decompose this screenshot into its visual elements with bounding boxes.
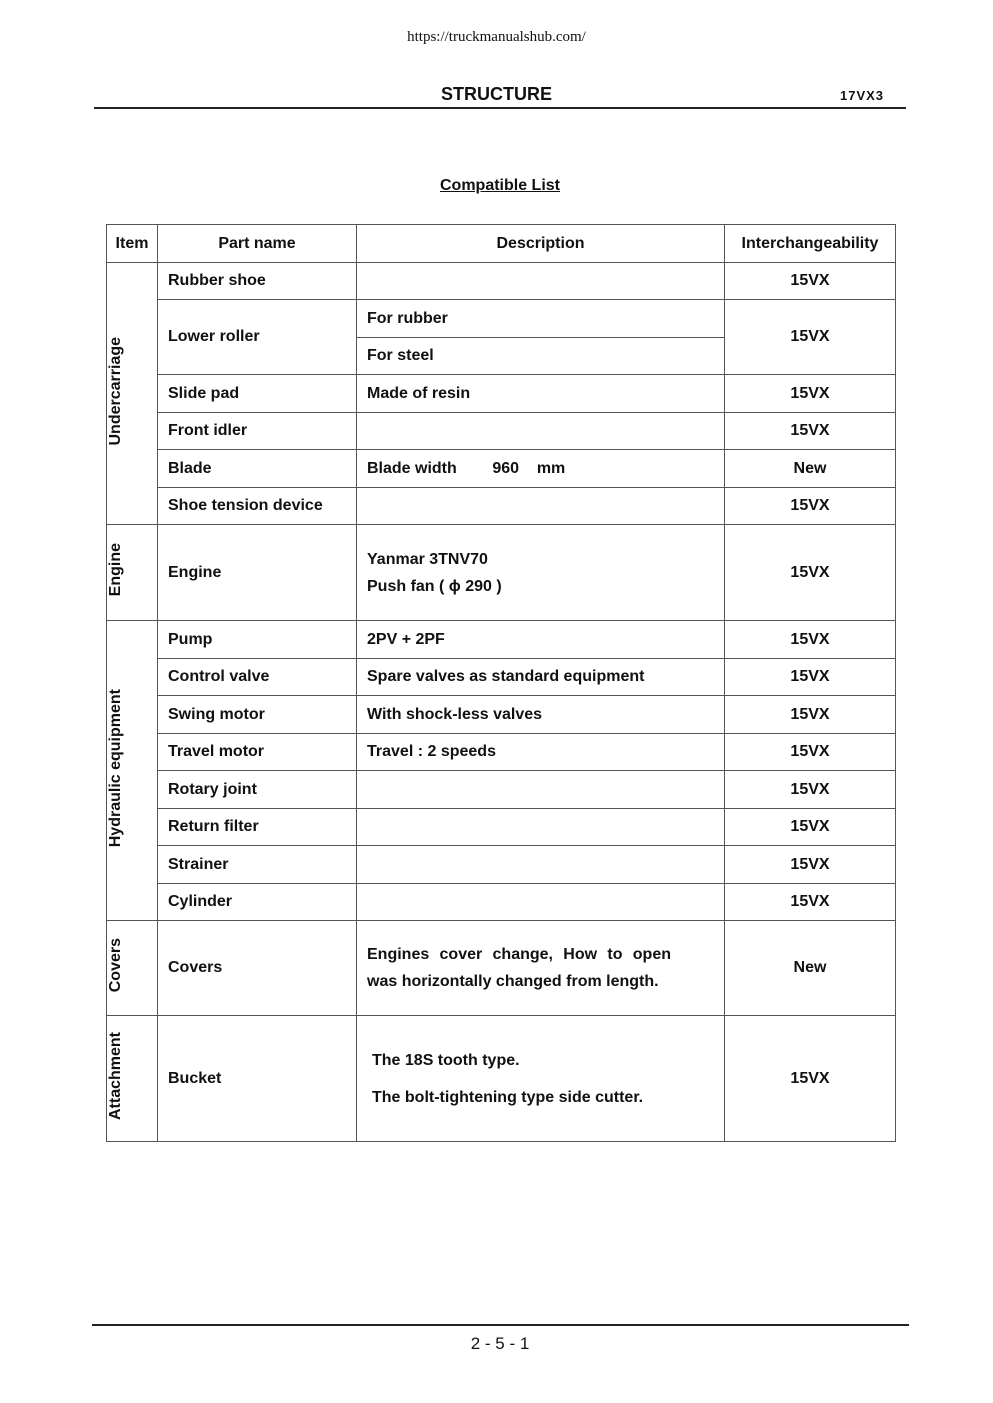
interchangeability-cell: 15VX xyxy=(725,413,896,450)
interchangeability-cell: 15VX xyxy=(725,488,896,525)
category-attachment xyxy=(107,1016,158,1142)
part-cell: Front idler xyxy=(158,413,357,450)
header-description: Description xyxy=(357,225,725,263)
source-url: https://truckmanualshub.com/ xyxy=(407,29,586,45)
part-cell: Bucket xyxy=(158,1016,357,1142)
description-cell xyxy=(357,1016,725,1142)
table-row xyxy=(107,525,896,621)
description-cell: Spare valves as standard equipment xyxy=(357,659,725,696)
description-line: was horizontally changed from length. xyxy=(367,973,659,990)
description-cell: For rubber xyxy=(357,300,725,338)
description-line: The bolt-tightening type side cutter. xyxy=(372,1088,644,1106)
description-line: Push fan ( ϕ 290 ) xyxy=(367,577,502,595)
table-row xyxy=(107,621,896,659)
description-cell xyxy=(357,846,725,884)
table-row xyxy=(107,771,896,809)
part-cell: Blade xyxy=(158,450,357,488)
description-cell: With shock-less valves xyxy=(357,696,725,734)
description-cell xyxy=(357,525,725,621)
interchangeability-cell: 15VX xyxy=(725,659,896,696)
description-line: Engines cover change, How to open xyxy=(367,946,671,963)
part-cell: Rotary joint xyxy=(158,771,357,809)
interchangeability-cell: 15VX xyxy=(725,263,896,300)
part-cell: Control valve xyxy=(158,659,357,696)
table-row xyxy=(107,413,896,450)
footer-rule xyxy=(92,1324,909,1326)
description-cell xyxy=(357,921,725,1016)
part-cell: Engine xyxy=(158,525,357,621)
table-row xyxy=(107,488,896,525)
description-cell: Blade width 960 mm xyxy=(357,450,725,488)
table-row xyxy=(107,846,896,884)
table-row xyxy=(107,263,896,300)
table-row xyxy=(107,884,896,921)
interchangeability-cell: 15VX xyxy=(725,734,896,771)
table-row xyxy=(107,734,896,771)
description-cell: Made of resin xyxy=(357,375,725,413)
header-item: Item xyxy=(107,225,158,263)
part-cell: Travel motor xyxy=(158,734,357,771)
table-row xyxy=(107,450,896,488)
interchangeability-cell: 15VX xyxy=(725,696,896,734)
part-cell: Slide pad xyxy=(158,375,357,413)
page-number: 2 - 5 - 1 xyxy=(470,1334,530,1353)
header-rule xyxy=(94,107,906,109)
description-line: The 18S tooth type. xyxy=(372,1051,520,1069)
part-cell: Swing motor xyxy=(158,696,357,734)
category-undercarriage xyxy=(107,263,158,525)
description-cell xyxy=(357,413,725,450)
interchangeability-cell: 15VX xyxy=(725,884,896,921)
compatible-list-table xyxy=(106,224,896,1142)
category-engine xyxy=(107,525,158,621)
description-cell xyxy=(357,263,725,300)
interchangeability-cell: 15VX xyxy=(725,375,896,413)
category-label: Attachment xyxy=(107,1031,124,1120)
part-cell: Lower roller xyxy=(158,300,357,375)
description-cell: For steel xyxy=(357,338,725,375)
model-code: 17VX3 xyxy=(840,88,885,103)
interchangeability-cell: 15VX xyxy=(725,525,896,621)
header-interchangeability: Interchangeability xyxy=(725,225,896,263)
part-cell: Covers xyxy=(158,921,357,1016)
table-row xyxy=(107,696,896,734)
interchangeability-cell: New xyxy=(725,450,896,488)
description-cell xyxy=(357,771,725,809)
interchangeability-cell: 15VX xyxy=(725,1016,896,1142)
category-label: Covers xyxy=(107,938,124,993)
table-row xyxy=(107,659,896,696)
interchangeability-cell: 15VX xyxy=(725,809,896,846)
interchangeability-cell: 15VX xyxy=(725,771,896,809)
table-row xyxy=(107,809,896,846)
category-label: Hydraulic equipment xyxy=(107,688,124,848)
part-cell: Strainer xyxy=(158,846,357,884)
category-label: Engine xyxy=(107,543,124,597)
table-header-row xyxy=(107,225,896,263)
header-part-name: Part name xyxy=(158,225,357,263)
section-title: STRUCTURE xyxy=(441,84,552,104)
table-row xyxy=(107,1016,896,1142)
part-cell: Shoe tension device xyxy=(158,488,357,525)
description-cell xyxy=(357,809,725,846)
description-cell xyxy=(357,884,725,921)
list-title: Compatible List xyxy=(439,177,560,194)
interchangeability-cell: 15VX xyxy=(725,621,896,659)
description-line: Yanmar 3TNV70 xyxy=(367,550,488,568)
description-cell: 2PV + 2PF xyxy=(357,621,725,659)
part-cell: Return filter xyxy=(158,809,357,846)
description-cell xyxy=(357,488,725,525)
part-cell: Pump xyxy=(158,621,357,659)
interchangeability-cell: 15VX xyxy=(725,300,896,375)
table-row xyxy=(107,375,896,413)
category-hydraulic-equipment xyxy=(107,621,158,921)
part-cell: Cylinder xyxy=(158,884,357,921)
description-cell: Travel : 2 speeds xyxy=(357,734,725,771)
interchangeability-cell: New xyxy=(725,921,896,1016)
interchangeability-cell: 15VX xyxy=(725,846,896,884)
category-covers xyxy=(107,921,158,1016)
category-label: Undercarriage xyxy=(107,336,124,446)
table-row xyxy=(107,921,896,1016)
table-row xyxy=(107,300,896,338)
part-cell: Rubber shoe xyxy=(158,263,357,300)
